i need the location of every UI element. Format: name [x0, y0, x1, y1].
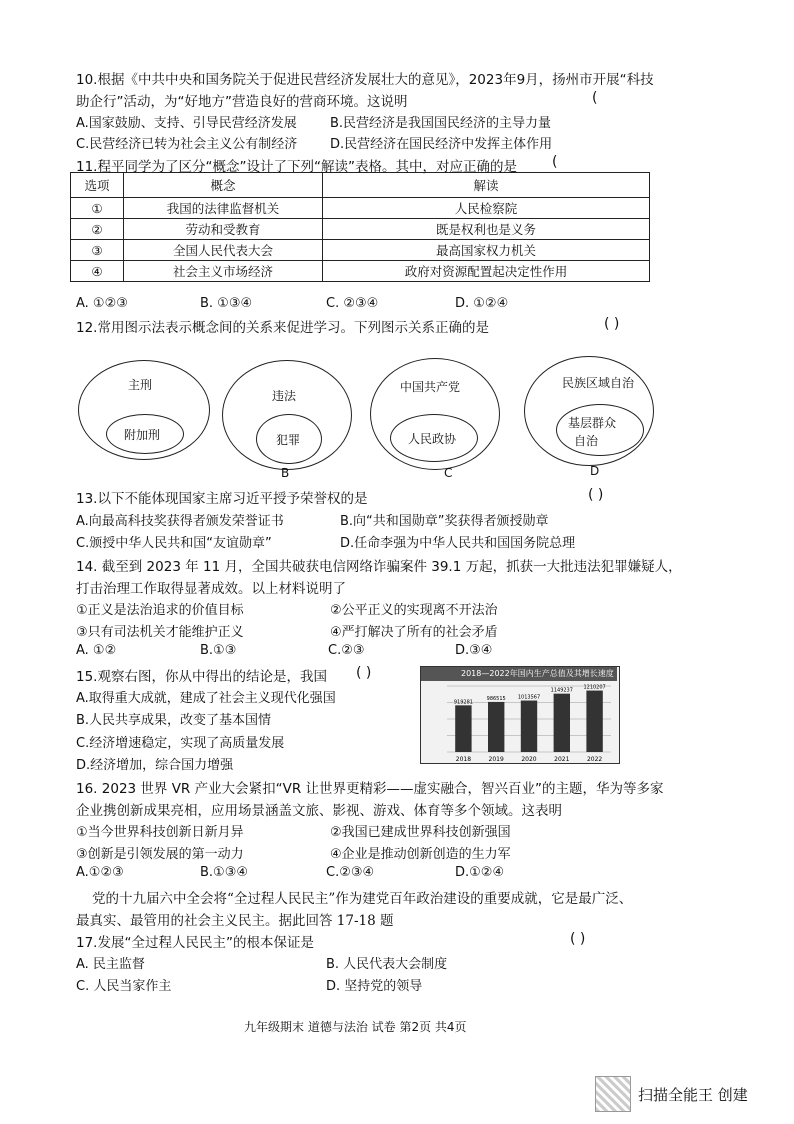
table-row	[71, 240, 650, 261]
q14-option-b: B.①③	[200, 643, 237, 658]
q11-option-a: A. ①②③	[76, 296, 128, 311]
q10-option-c: C.民营经济已转为社会主义公有制经济	[76, 137, 298, 152]
table-cell: ②	[71, 219, 124, 240]
table-cell: 全国人民代表大会	[124, 240, 323, 261]
q16-statement-4: ④企业是推动创新创造的生力军	[330, 847, 511, 862]
q16-option-a: A.①②③	[76, 865, 124, 880]
q13-option-d: D.任命李强为中华人民共和国国务院总理	[340, 536, 576, 551]
table-row	[71, 261, 650, 282]
q11-answer-paren: (	[552, 154, 558, 170]
chart-tick-label: 2022	[586, 756, 603, 762]
q12-answer-paren: ( )	[604, 316, 620, 332]
table-cell: 最高国家权力机关	[323, 240, 650, 261]
chart-bar	[586, 691, 602, 752]
q14-stem-line1: 14. 截至到 2023 年 11 月，全国共破获电信网络诈骗案件 39.1 万起，抓获一大批违法犯罪嫌疑人，	[76, 559, 682, 575]
q13-stem: 13.以下不能体现国家主席习近平授予荣誉权的是	[76, 491, 368, 507]
q16-option-b: B.①③④	[200, 865, 249, 880]
q14-option-a: A. ①②	[76, 643, 117, 658]
page-footer: 九年级期末 道德与法治 试卷 第2页 共4页	[244, 1020, 467, 1034]
q17-option-d: D. 坚持党的领导	[326, 979, 423, 994]
table-row	[71, 198, 650, 219]
q14-statement-1: ①正义是法治追求的价值目标	[76, 603, 244, 618]
scanner-watermark: 扫描全能王 创建	[638, 1086, 748, 1104]
q10-option-b: B.民营经济是我国国民经济的主导力量	[330, 116, 552, 131]
q14-stem-line2: 打击治理工作取得显著成效。以上材料说明了	[76, 581, 346, 597]
chart-tick-label: 2018	[455, 756, 472, 762]
q13-option-c: C.颁授中华人民共和国“友谊勋章”	[76, 536, 272, 551]
chart-title: 2018—2022年国内生产总值及其增长速度	[461, 669, 614, 678]
chart-bar	[455, 705, 471, 752]
material-text-line2: 最真实、最管用的社会主义民主。据此回答 17-18 题	[76, 913, 394, 929]
q10-stem-line1: 10.根据《中共中央和国务院关于促进民营经济发展壮大的意见》，2023年9月，扬州市开展“科技	[76, 72, 654, 88]
q12-stem: 12.常用图示法表示概念间的关系来促进学习。下列图示关系正确的是	[76, 320, 489, 336]
q13-option-b: B.向“共和国勋章”奖获得者颁授勋章	[340, 514, 549, 529]
q10-option-a: A.国家鼓励、支持、引导民营经济发展	[76, 116, 297, 131]
diagram-c-letter: C	[444, 466, 453, 480]
q14-statement-3: ③只有司法机关才能维护正义	[76, 625, 244, 640]
diagram-a-outer-label: 主刑	[128, 378, 153, 392]
q14-statement-4: ④严打解决了所有的社会矛盾	[330, 625, 498, 640]
q17-option-a: A. 民主监督	[76, 957, 145, 972]
q11-option-b: B. ①③④	[200, 296, 253, 311]
table-cell: ④	[71, 261, 124, 282]
diagram-b-outer-label: 违法	[272, 389, 297, 403]
q16-stem-line1: 16. 2023 世界 VR 产业大会紧扣“VR 让世界更精彩——虚实融合，智兴百业”的主题，华为等多家	[76, 781, 664, 797]
table-cell: 政府对资源配置起决定性作用	[323, 261, 650, 282]
diagram-d-inner-label-1: 基层群众	[568, 416, 617, 430]
chart-tick-label: 2019	[488, 756, 504, 762]
chart-data-label: 919281	[453, 699, 473, 706]
q11-option-d: D. ①②④	[455, 296, 509, 311]
table-row	[71, 219, 650, 240]
q17-stem: 17.发展“全过程人民民主”的根本保证是	[76, 935, 314, 951]
q13-option-a: A.向最高科技奖获得者颁发荣誉证书	[76, 514, 284, 529]
table-cell: 既是权利也是义务	[323, 219, 650, 240]
table-header: 选项	[71, 173, 124, 198]
q11-option-c: C. ②③④	[326, 296, 379, 311]
diagram-c-outer-label: 中国共产党	[400, 380, 461, 394]
q16-statement-2: ②我国已建成世界科技创新强国	[330, 825, 511, 840]
diagram-a-inner-label: 附加刑	[124, 428, 161, 442]
diagram-b-inner-label: 犯罪	[276, 433, 301, 447]
q14-option-c: C.②③	[328, 643, 365, 658]
table-cell: 社会主义市场经济	[124, 261, 323, 282]
q16-option-d: D.①②④	[455, 865, 505, 880]
q15-option-c: C.经济增速稳定，实现了高质量发展	[76, 736, 285, 751]
diagram-c-inner-label: 人民政协	[408, 432, 457, 446]
q15-option-b: B.人民共享成果，改变了基本国情	[76, 713, 272, 728]
q14-statement-2: ②公平正义的实现离不开法治	[330, 603, 498, 618]
q17-option-c: C. 人民当家作主	[76, 979, 172, 994]
table-cell: 我国的法律监督机关	[124, 198, 323, 219]
table-header-row	[71, 173, 650, 198]
q15-option-d: D.经济增加，综合国力增强	[76, 758, 234, 773]
chart-data-label: 1149237	[550, 687, 573, 694]
q10-stem-line2: 助企行”活动，为“好地方”营造良好的营商环境。这说明	[76, 94, 408, 110]
material-text-line1: 党的十九届六中全会将“全过程人民民主”作为建党百年政治建设的重要成就，它是最广泛、	[92, 891, 633, 907]
table-cell: ①	[71, 198, 124, 219]
diagram-b-letter: B	[281, 466, 290, 480]
q15-stem: 15.观察右图，你从中得出的结论是，我国	[76, 669, 327, 685]
chart-data-label: 1210207	[583, 684, 606, 691]
chart-plot	[421, 682, 617, 762]
q15-option-a: A.取得重大成就，建成了社会主义现代化强国	[76, 691, 336, 706]
table-header: 解读	[323, 173, 650, 198]
q10-option-d: D.民营经济在国民经济中发挥主体作用	[330, 137, 553, 152]
diagram-d-letter: D	[590, 464, 600, 478]
q16-statement-1: ①当今世界科技创新日新月异	[76, 825, 244, 840]
q14-option-d: D.③④	[455, 643, 493, 658]
diagram-d-outer-label: 民族区域自治	[562, 376, 635, 390]
chart-bar	[488, 702, 504, 752]
q16-option-c: C.②③④	[326, 865, 375, 880]
q11-stem: 11.程平同学为了区分“概念”设计了下列“解读”表格。其中，对应正确的是	[76, 159, 517, 175]
table-cell: 劳动和受教育	[124, 219, 323, 240]
q15-answer-paren: ( )	[356, 665, 372, 681]
q13-answer-paren: ( )	[588, 487, 604, 503]
concept-table	[70, 172, 650, 282]
chart-tick-label: 2021	[554, 756, 570, 762]
q16-statement-3: ③创新是引领发展的第一动力	[76, 847, 244, 862]
q10-answer-paren: (	[592, 90, 598, 106]
q17-answer-paren: ( )	[570, 931, 586, 947]
camscanner-logo-icon	[595, 1076, 631, 1112]
chart-data-label: 1013567	[517, 694, 541, 701]
chart-tick-label: 2020	[521, 756, 537, 762]
diagram-d-inner-label-2: 自治	[574, 434, 599, 448]
table-cell: 人民检察院	[323, 198, 650, 219]
gdp-bar-chart	[420, 666, 620, 764]
q16-stem-line2: 企业携创新成果亮相，应用场景涵盖文旅、影视、游戏、体育等多个领域。这表明	[76, 803, 562, 819]
q17-option-b: B. 人民代表大会制度	[326, 957, 448, 972]
chart-bar	[554, 694, 570, 752]
chart-data-label: 986515	[486, 695, 506, 702]
table-cell: ③	[71, 240, 124, 261]
table-header: 概念	[124, 173, 323, 198]
chart-bar	[521, 701, 537, 752]
